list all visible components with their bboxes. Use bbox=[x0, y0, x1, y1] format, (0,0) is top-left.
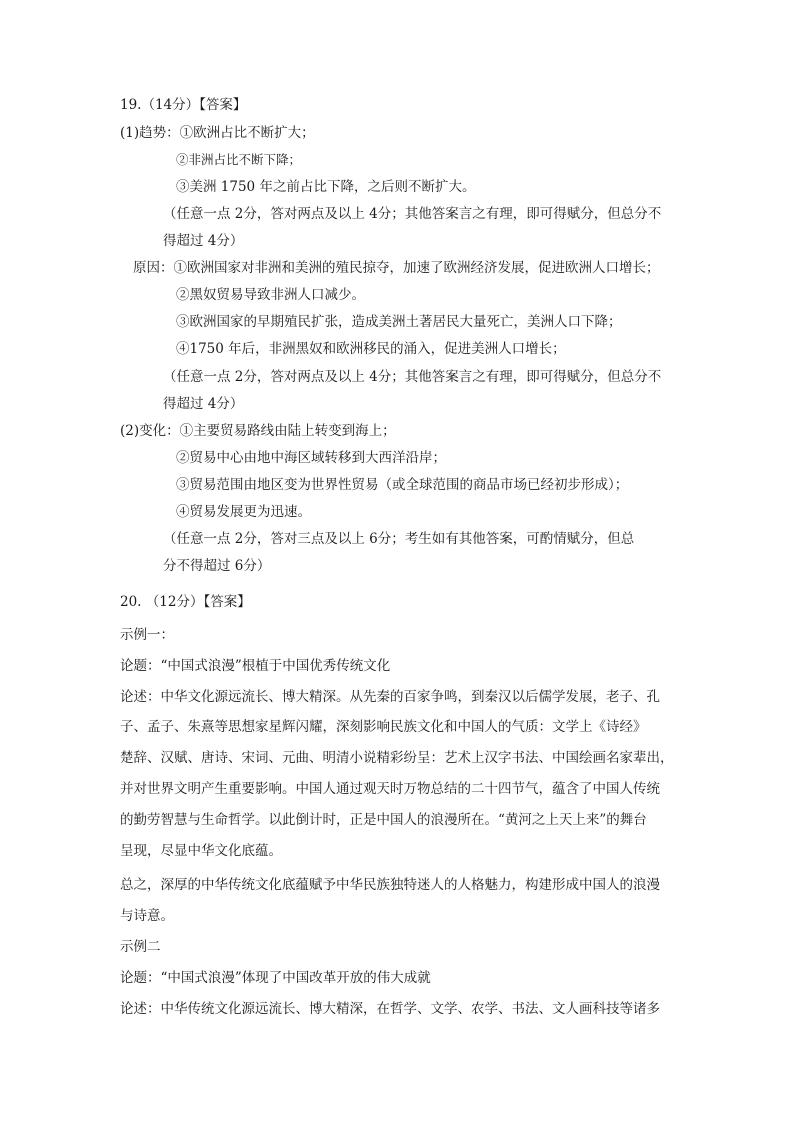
q19-trend-2: ②非洲占比不断下降； bbox=[176, 152, 302, 167]
q19-reason-1: 原因：①欧洲国家对非洲和美洲的殖民掠夺，加速了欧洲经济发展，促进欧洲人口增长； bbox=[133, 260, 660, 276]
q20-example2-topic: 论题：“中国式浪漫”体现了中国改革开放的伟大成就 bbox=[120, 970, 431, 986]
q19-change-1: (2)变化：①主要贸易路线由陆上转变到海上； bbox=[120, 423, 396, 439]
q19-reason-score-1: （任意一点 2分，答对两点及以上 4分；其他答案言之有理，即可得赋分，但总分不 bbox=[163, 369, 662, 385]
q19-trend-score-2: 得超过 4分） bbox=[163, 233, 244, 249]
q20-example1-body-4: 并对世界文明产生重要影响。中国人通过观天时万物总结的二十四节气，蕴含了中国人传统 bbox=[120, 781, 660, 797]
q19-change-score-2: 分不得超过 6分） bbox=[163, 558, 271, 574]
q19-change-score-1: （任意一点 2分，答对三点及以上 6分；考生如有其他答案，可酌情赋分，但总 bbox=[163, 531, 635, 547]
q19-reason-2: ②黑奴贸易导致非洲人口减少。 bbox=[176, 287, 365, 303]
q19-trend-score-1: （任意一点 2分，答对两点及以上 4分；其他答案言之有理，即可得赋分，但总分不 bbox=[163, 206, 662, 222]
q20-example1-summary-2: 与诗意。 bbox=[120, 908, 174, 924]
q19-header: 19.（14分）【答案】 bbox=[120, 97, 247, 113]
q20-example1-topic: 论题：“中国式浪漫”根植于中国优秀传统文化 bbox=[120, 658, 391, 674]
q20-example1-body-6: 呈现，尽显中华文化底蕴。 bbox=[120, 843, 282, 859]
q20-example1-body-3: 楚辞、汉赋、唐诗、宋词、元曲、明清小说精彩纷呈：艺术上汉字书法、中国绘画名家辈出， bbox=[120, 750, 674, 766]
q19-trend-1: (1)趋势：①欧洲占比不断扩大； bbox=[120, 125, 315, 141]
q19-reason-4: ④1750 年后，非洲黑奴和欧洲移民的涌入，促进美洲人口增长； bbox=[176, 341, 566, 357]
q20-example1-label: 示例一： bbox=[120, 627, 174, 643]
q20-example1-summary-1: 总之，深厚的中华传统文化底蕴赋予中华民族独特迷人的人格魅力，构建形成中国人的浪漫 bbox=[120, 877, 660, 893]
q19-change-3: ③贸易范围由地区变为世界性贸易（或全球范围的商品市场已经初步形成）； bbox=[176, 477, 629, 493]
q19-reason-3: ③欧洲国家的早期殖民扩张，造成美洲土著居民大量死亡，美洲人口下降； bbox=[176, 314, 622, 330]
q20-example1-body-5: 的勤劳智慧与生命哲学。以此倒计时，正是中国人的浪漫所在。“黄河之上天上来”的舞台 bbox=[120, 812, 647, 828]
q20-example1-body-2: 子、孟子、朱熹等思想家星辉闪耀，深刻影响民族文化和中国人的气质：文学上《诗经》 bbox=[120, 719, 647, 735]
q19-change-2: ②贸易中心由地中海区域转移到大西洋沿岸； bbox=[176, 450, 446, 466]
q19-reason-score-2: 得超过 4分） bbox=[163, 396, 244, 412]
q20-header: 20. （12分）【答案】 bbox=[120, 594, 251, 610]
q20-example2-body-1: 论述：中华传统文化源远流长、博大精深，在哲学、文学、农学、书法、文人画科技等诸多 bbox=[120, 1001, 660, 1017]
q20-example1-body-1: 论述：中华文化源远流长、博大精深。从先秦的百家争鸣，到秦汉以后儒学发展，老子、孔 bbox=[120, 689, 660, 705]
q20-example2-label: 示例二 bbox=[120, 939, 161, 955]
q19-trend-3: ③美洲 1750 年之前占比下降，之后则不断扩大。 bbox=[176, 179, 476, 195]
q19-change-4: ④贸易发展更为迅速。 bbox=[176, 504, 311, 520]
